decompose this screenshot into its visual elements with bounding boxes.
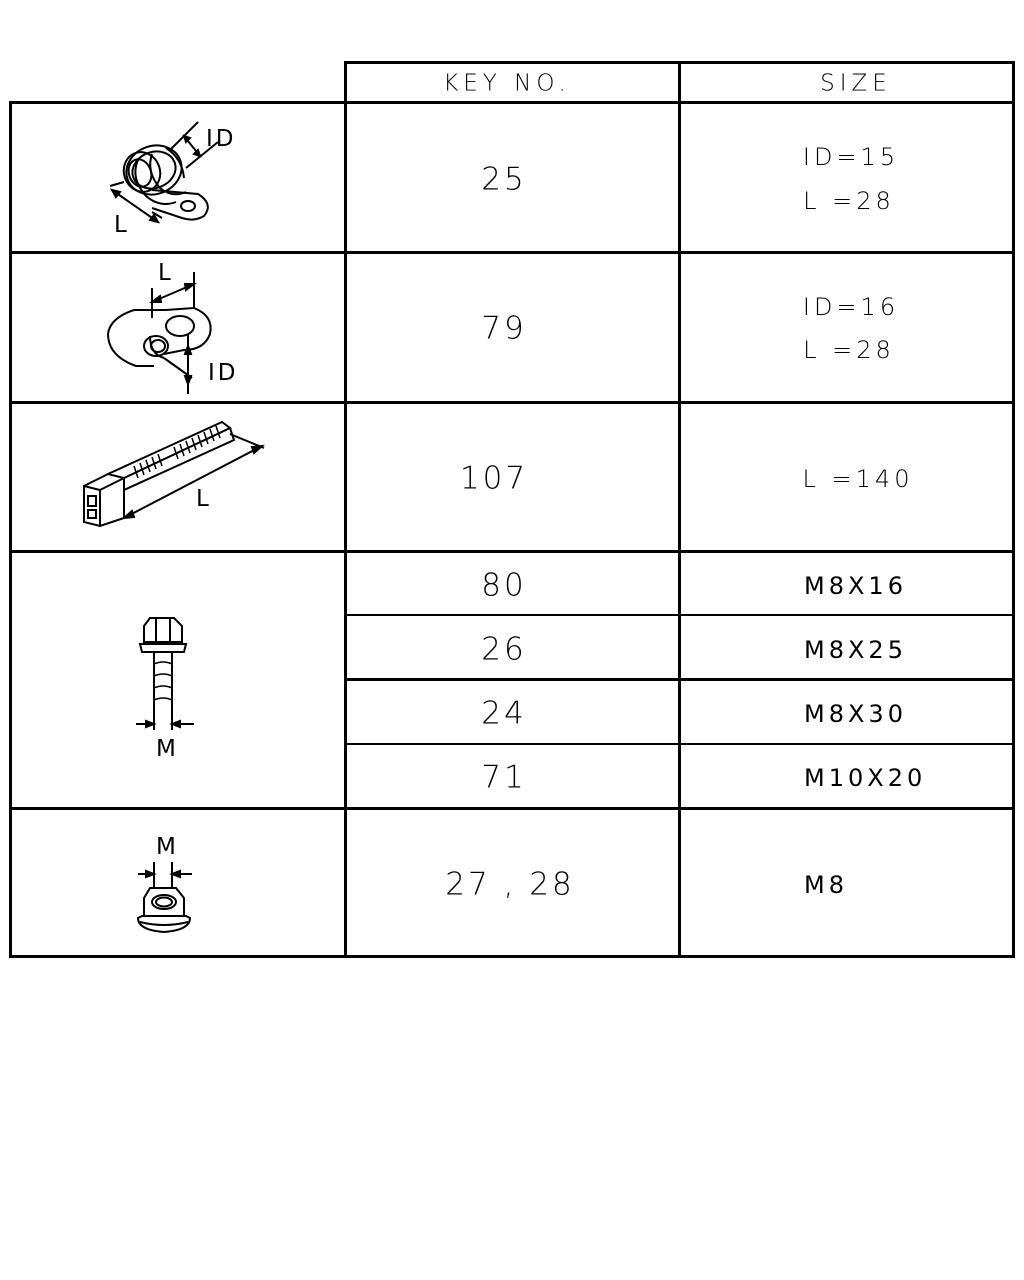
key-no-cell: 24	[481, 695, 527, 732]
size-cell: M10X20	[804, 764, 927, 792]
size-cell: L =28	[803, 336, 895, 364]
key-no-cell: 27 , 28	[445, 866, 575, 903]
clamp-id-label: ID	[206, 126, 237, 152]
grid-line	[9, 807, 1015, 810]
size-cell: M8X30	[804, 700, 907, 728]
header-key-no: KEY NO.	[443, 70, 571, 97]
cable-tie-illustration	[74, 414, 274, 534]
clip-l-label: L	[158, 260, 174, 286]
grid-line	[9, 251, 1015, 254]
clamp-l-label: L	[114, 212, 130, 238]
size-cell: M8X25	[804, 636, 907, 664]
flange-bolt-illustration	[126, 612, 206, 762]
bolt-m-label: M	[156, 736, 179, 762]
header-size: SIZE	[820, 70, 892, 97]
key-no-cell: 71	[481, 759, 527, 796]
key-no-cell: 79	[481, 310, 527, 347]
key-no-cell: 26	[481, 631, 527, 668]
key-no-cell: 107	[459, 460, 529, 497]
flange-nut-illustration	[126, 832, 206, 942]
size-cell: L =28	[803, 187, 895, 215]
size-cell: M8	[804, 871, 848, 899]
grid-line	[9, 550, 1015, 553]
grid-line	[9, 101, 12, 958]
nut-m-label: M	[156, 834, 179, 860]
tie-l-label: L	[196, 486, 212, 512]
hose-clamp-illustration	[90, 112, 270, 242]
pipe-clip-illustration	[90, 258, 270, 398]
size-cell: ID=15	[802, 143, 900, 171]
grid-line	[9, 955, 1015, 958]
grid-line	[1012, 61, 1015, 958]
grid-line	[678, 61, 681, 958]
size-cell: M8X16	[804, 572, 907, 600]
key-no-cell: 80	[481, 567, 527, 604]
size-cell: ID=16	[802, 293, 900, 321]
grid-line	[9, 101, 1015, 104]
grid-line	[9, 401, 1015, 404]
key-no-cell: 25	[481, 161, 527, 198]
clip-id-label: ID	[208, 360, 239, 386]
size-cell: L =140	[802, 465, 914, 493]
grid-line	[344, 61, 347, 958]
